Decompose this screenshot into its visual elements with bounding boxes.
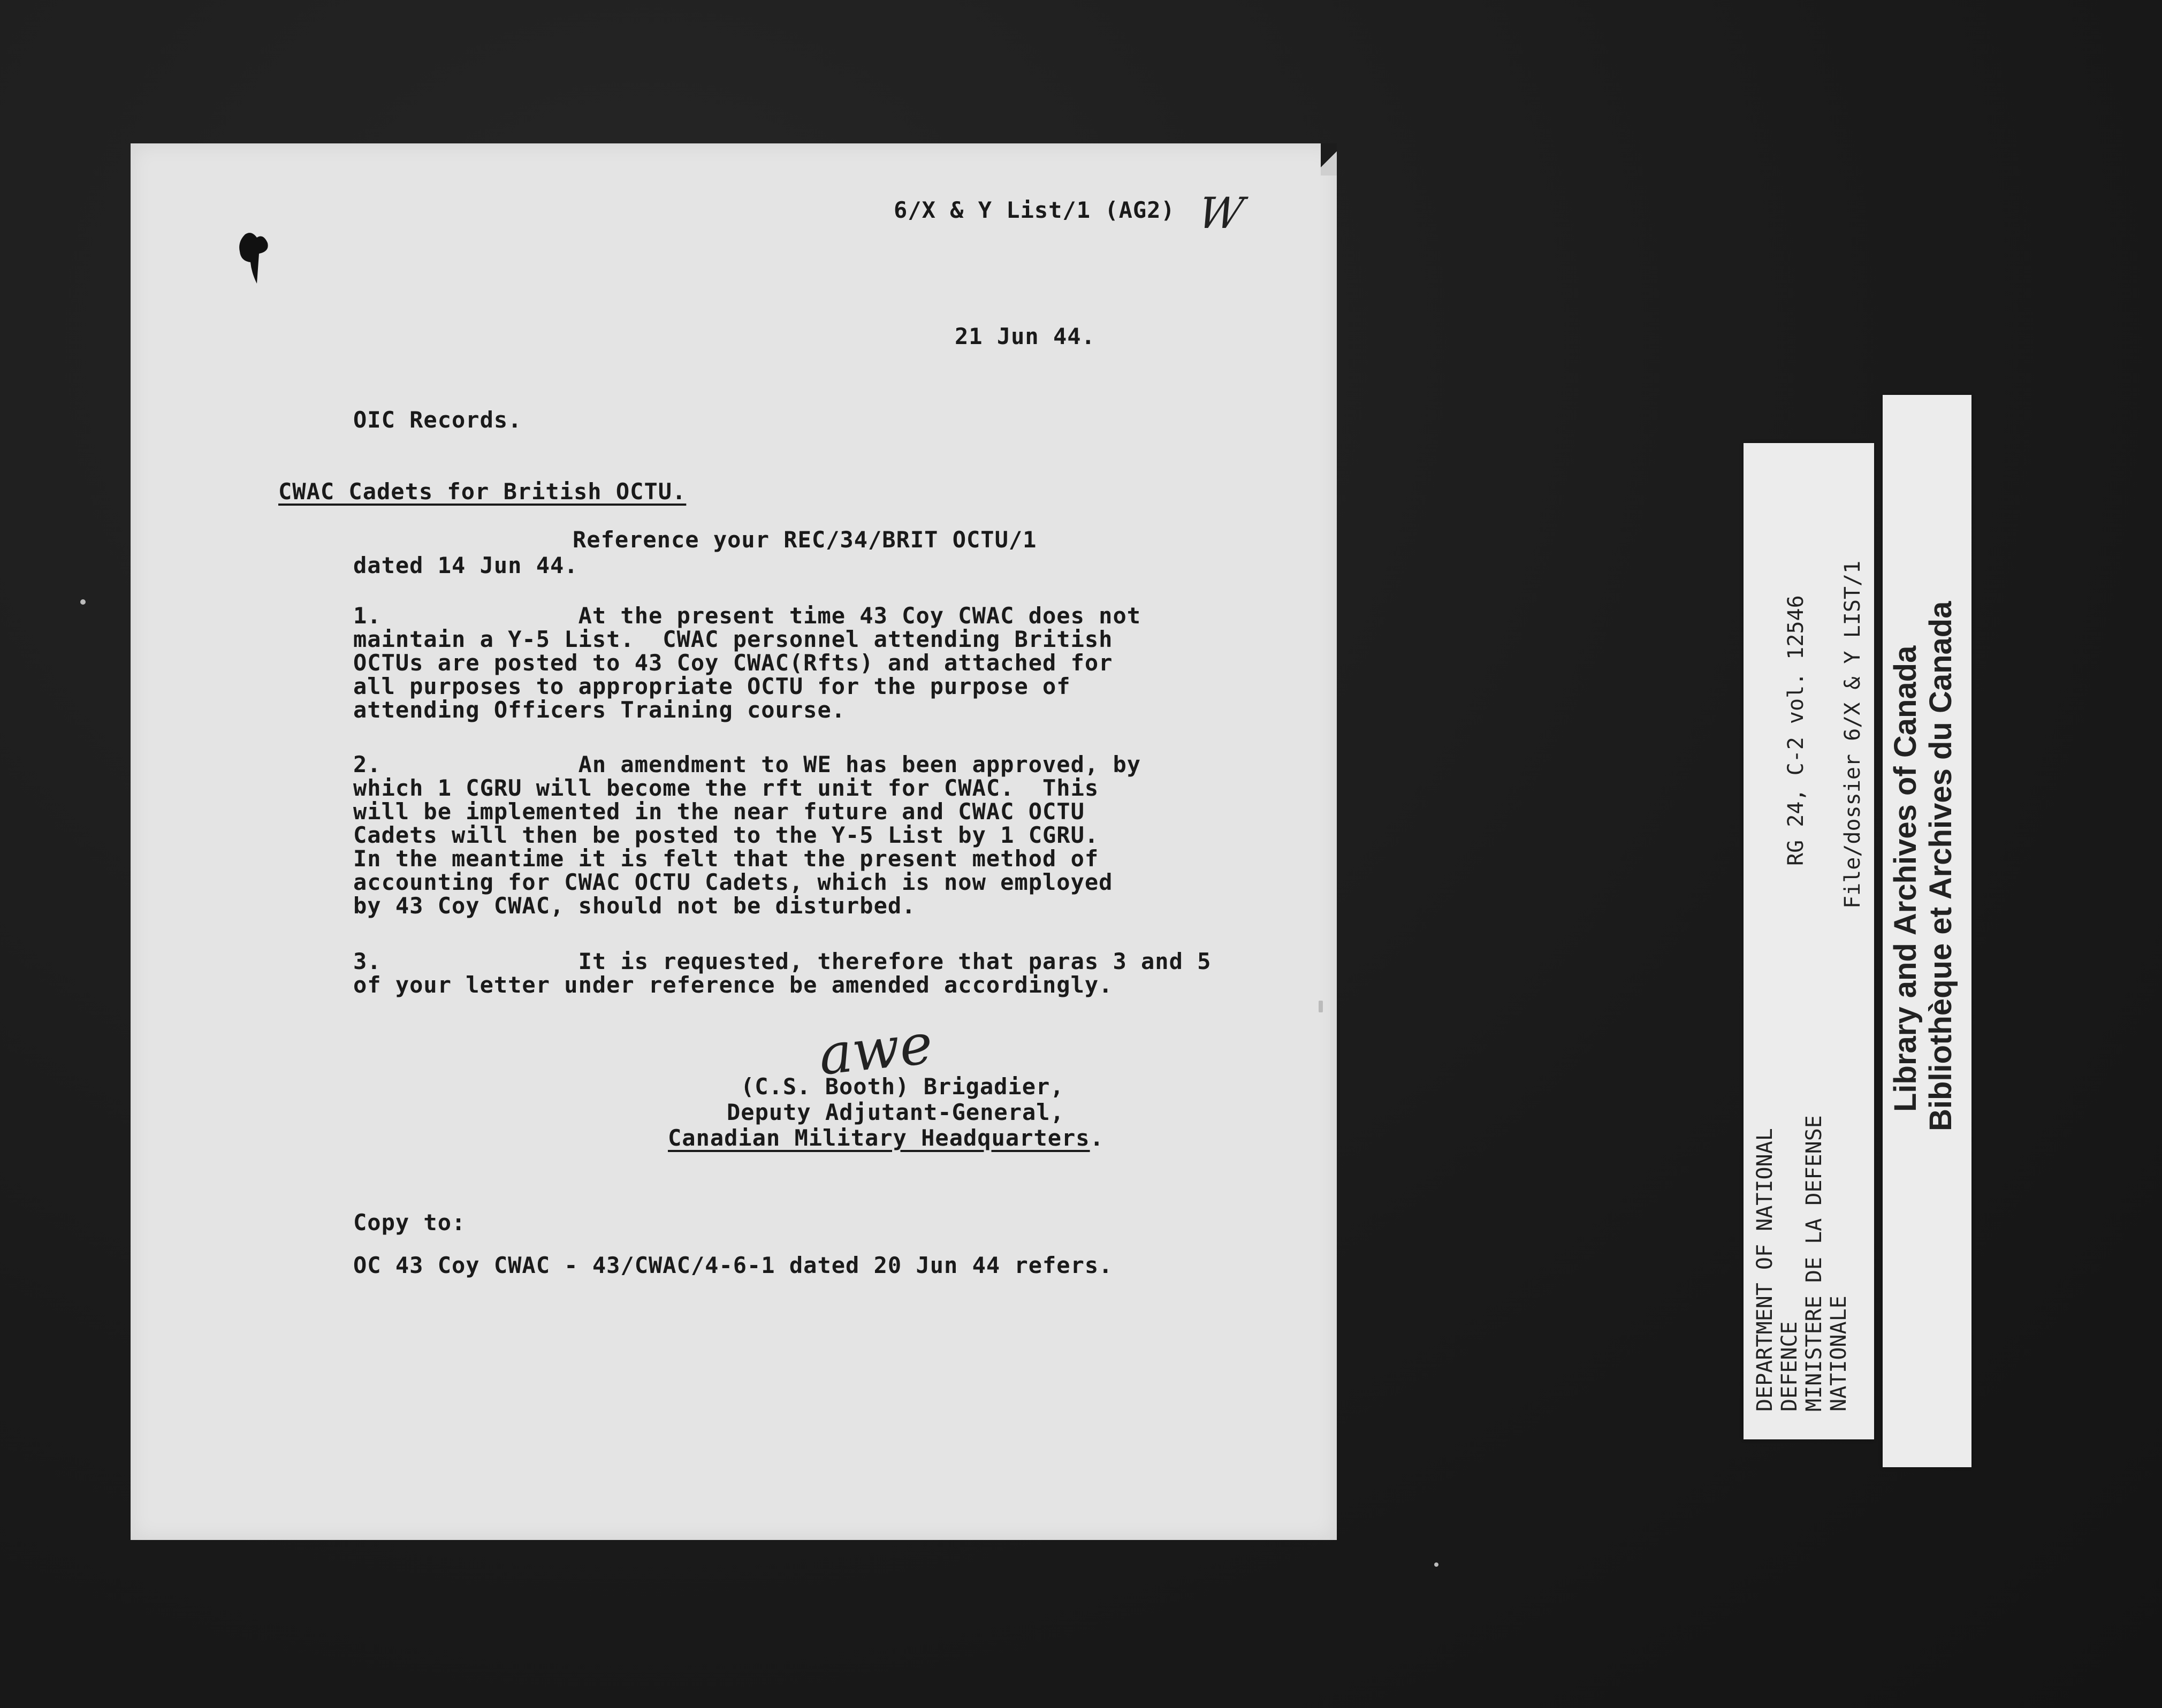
addressee: OIC Records.: [353, 407, 522, 433]
letter-date: 21 Jun 44.: [955, 323, 1095, 349]
institution-name-fr: Bibliothèque et Archives du Canada: [1923, 601, 1958, 1131]
paragraph-1-line: all purposes to appropriate OCTU for the purpose of: [353, 673, 1071, 699]
archive-catalogue-label: [1744, 443, 1874, 1439]
ink-mark-icon: [235, 230, 278, 289]
paragraph-2-line: which 1 CGRU will become the rft unit for CWAC. This: [353, 775, 1099, 801]
archive-institution-label: [1883, 395, 1971, 1467]
reference-line-1: Reference your REC/34/BRIT OCTU/1: [573, 527, 1037, 553]
paragraph-2-line: Cadets will then be posted to the Y-5 List by 1 CGRU.: [353, 822, 1099, 848]
paragraph-2-line: by 43 Coy CWAC, should not be disturbed.: [353, 893, 916, 919]
reference-line-2: dated 14 Jun 44.: [353, 552, 578, 578]
handwritten-initials: awe: [816, 1011, 936, 1088]
speck: [80, 599, 86, 605]
speck: [1319, 1001, 1323, 1012]
signature-organization: [668, 1127, 1104, 1149]
subject-line: CWAC Cadets for British OCTU.: [278, 478, 687, 505]
department-line: DEFENCE: [1777, 1321, 1802, 1412]
department-line: MINISTERE DE LA DEFENSE: [1802, 1115, 1826, 1412]
department-line: NATIONALE: [1826, 1295, 1851, 1412]
paragraph-1-line: OCTUs are posted to 43 Coy CWAC(Rfts) and attached for: [353, 650, 1113, 676]
copy-to-line: OC 43 Coy CWAC - 43/CWAC/4-6-1 dated 20 Jun 44 refers.: [353, 1252, 1113, 1278]
paragraph-2-line: In the meantime it is felt that the present method of: [353, 845, 1099, 872]
paragraph-2-line: will be implemented in the near future and CWAC OCTU: [353, 798, 1085, 825]
paragraph-3-line: of your letter under reference be amended accordingly.: [353, 972, 1113, 998]
department-line: DEPARTMENT OF NATIONAL: [1753, 1128, 1777, 1412]
organization-name: Canadian Military Headquarters: [668, 1125, 1090, 1151]
institution-name-en: Library and Archives of Canada: [1888, 645, 1923, 1112]
speck: [1434, 1562, 1438, 1567]
paragraph-3-line: 3. It is requested, therefore that paras 3 and 5: [353, 948, 1212, 974]
file-reference-initials: W: [1194, 188, 1247, 238]
record-group-volume: RG 24, C-2 vol. 12546: [1784, 595, 1808, 866]
paragraph-2-line: 2. An amendment to WE has been approved, by: [353, 751, 1141, 777]
signature-name: (C.S. Booth) Brigadier,: [741, 1073, 1064, 1100]
paragraph-1-line: attending Officers Training course.: [353, 697, 846, 723]
paragraph-1-line: 1. At the present time 43 Coy CWAC does not: [353, 603, 1141, 629]
file-dossier: File/dossier 6/X & Y LIST/1: [1840, 560, 1865, 909]
organization-period: .: [1090, 1125, 1104, 1151]
paragraph-2-line: accounting for CWAC OCTU Cadets, which is now employed: [353, 869, 1113, 895]
paragraph-1-line: maintain a Y-5 List. CWAC personnel attending British: [353, 626, 1113, 652]
file-reference: 6/X & Y List/1 (AG2): [894, 197, 1175, 223]
copy-to-label: Copy to:: [353, 1209, 466, 1236]
signature-title: Deputy Adjutant-General,: [727, 1099, 1064, 1125]
page-corner: [1321, 143, 1337, 176]
